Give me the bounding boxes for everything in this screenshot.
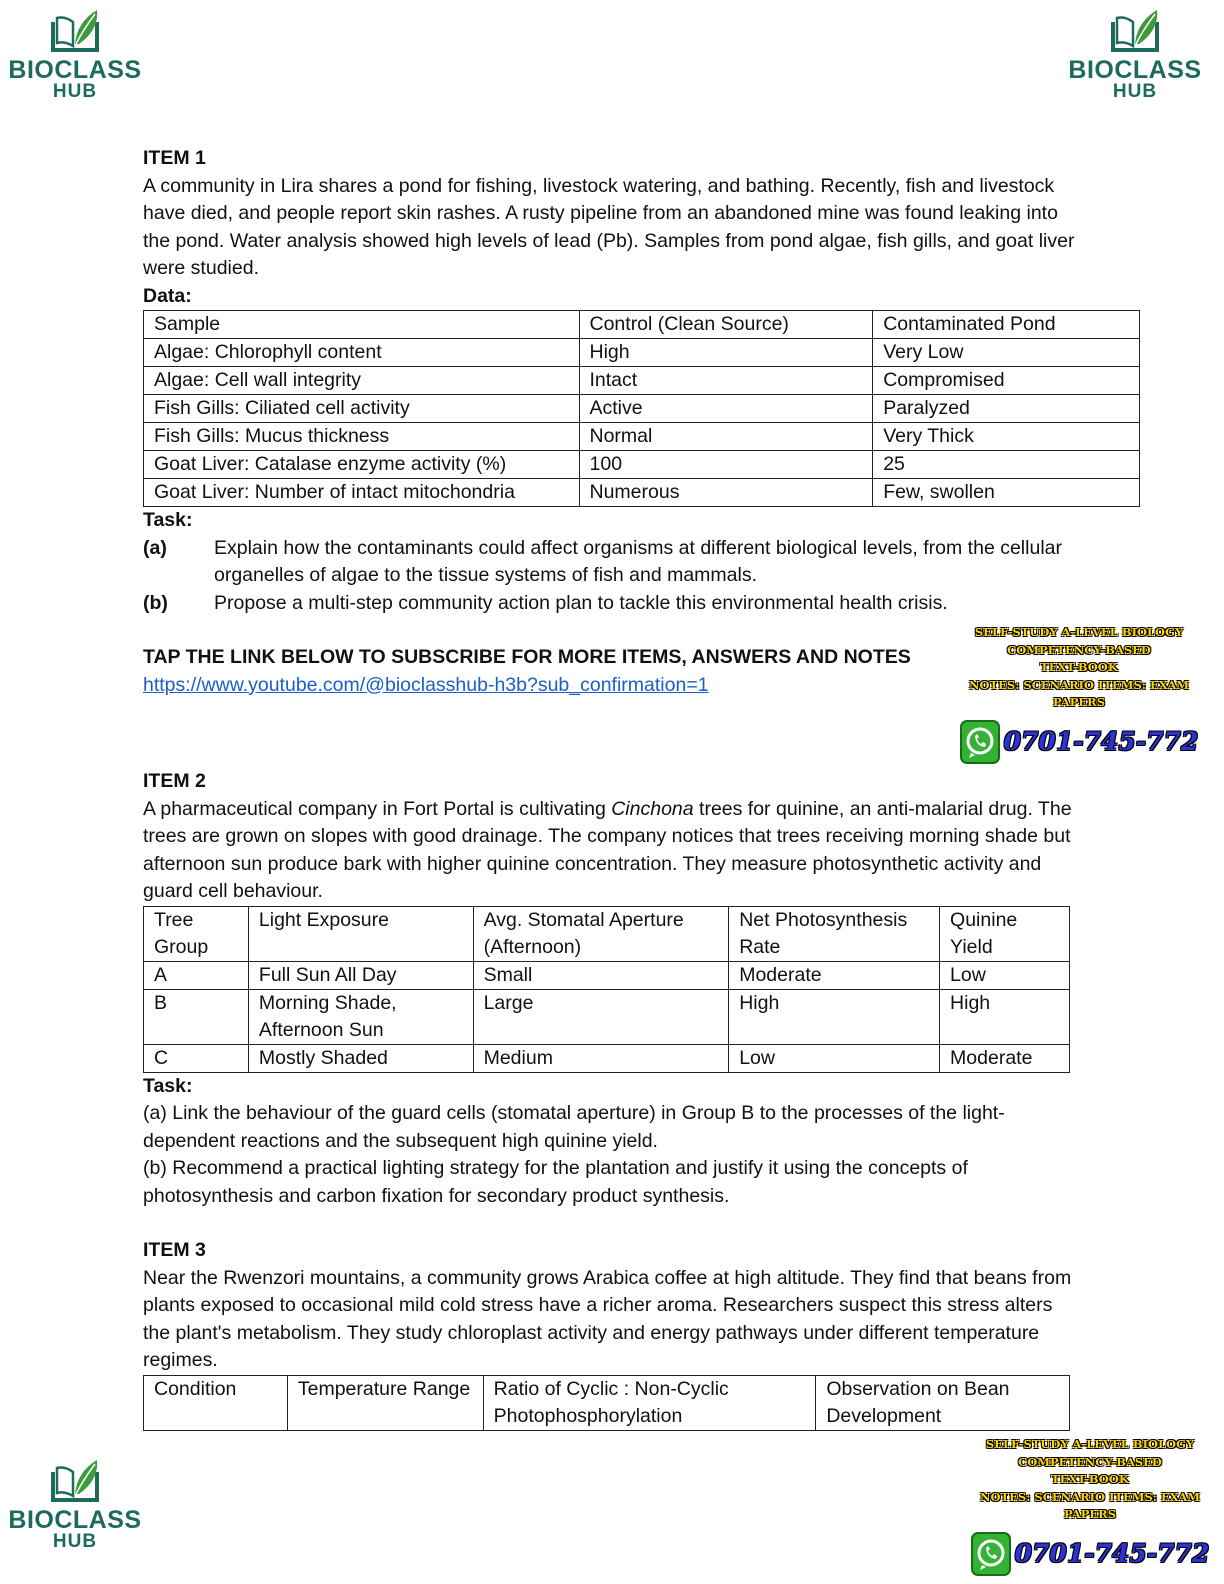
promo-line: NOTES: SCENARIO ITEMS: EXAM PAPERS xyxy=(980,1489,1200,1521)
item1-task-label: Task: xyxy=(143,509,193,531)
promo-phone-row xyxy=(954,720,1204,764)
item2-table xyxy=(143,906,1070,1073)
book-leaf-icon xyxy=(43,1458,107,1508)
table-cell: 25 xyxy=(873,451,1140,479)
table-cell: Small xyxy=(473,961,729,989)
table-cell: Normal xyxy=(579,423,873,451)
item1-table xyxy=(143,310,1140,507)
logo-bottom-left xyxy=(0,1458,150,1552)
task-b-label: (b) xyxy=(143,591,168,614)
table-cell: Fish Gills: Mucus thickness xyxy=(144,423,580,451)
table-cell: Net Photosynthesis Rate xyxy=(729,906,940,961)
table-cell: Algae: Chlorophyll content xyxy=(144,339,580,367)
table-row xyxy=(144,367,1140,395)
cinchona-italic: Cinchona xyxy=(611,797,694,820)
table-cell: Temperature Range xyxy=(287,1375,483,1430)
table-cell: Few, swollen xyxy=(873,479,1140,507)
table-cell: Morning Shade, Afternoon Sun xyxy=(248,989,473,1044)
table-header-row xyxy=(144,906,1070,961)
table-cell: Condition xyxy=(144,1375,288,1430)
promo-phone-number: 0701-745-772 xyxy=(1014,1539,1210,1568)
item2-title: ITEM 2 xyxy=(143,770,206,792)
table-row xyxy=(144,961,1070,989)
table-cell: Paralyzed xyxy=(873,395,1140,423)
youtube-subscribe-link[interactable]: https://www.youtube.com/@bioclasshub-h3b?sub_confirmation=1 xyxy=(143,673,709,696)
table-cell: Quinine Yield xyxy=(940,906,1070,961)
item2-intro: A pharmaceutical company in Fort Portal is cultivating Cinchona trees for quinine, an anti-malarial drug. The trees are grown on slopes with good drainage. The company notices that trees receiving morning shade but afternoon sun produce bark with higher quinine concentration. They measure photosynthetic activity and guard cell behaviour. xyxy=(143,797,1072,902)
subscribe-heading: TAP THE LINK BELOW TO SUBSCRIBE FOR MORE ITEMS, ANSWERS AND NOTES xyxy=(143,646,911,668)
table-cell: Goat Liver: Number of intact mitochondria xyxy=(144,479,580,507)
table-cell: B xyxy=(144,989,249,1044)
whatsapp-icon xyxy=(960,720,1000,764)
promo-line: COMPETENCY-BASED xyxy=(1007,642,1151,657)
logo-brand: BIOCLASS xyxy=(8,56,142,84)
book-leaf-icon xyxy=(1103,8,1167,58)
promo-phone-number: 0701-745-772 xyxy=(1003,727,1199,756)
table-cell: Low xyxy=(940,961,1070,989)
whatsapp-icon xyxy=(971,1532,1011,1576)
item1-title: ITEM 1 xyxy=(143,147,206,169)
promo-line: COMPETENCY-BASED xyxy=(1018,1454,1162,1469)
table-cell: 100 xyxy=(579,451,873,479)
table-cell: Intact xyxy=(579,367,873,395)
item3-table xyxy=(143,1375,1070,1431)
table-cell: Moderate xyxy=(940,1044,1070,1072)
task-b-text: Propose a multi-step community action plan to tackle this environmental health crisis. xyxy=(214,591,948,614)
table-cell: Light Exposure xyxy=(248,906,473,961)
table-row xyxy=(144,989,1070,1044)
table-cell: Tree Group xyxy=(144,906,249,961)
item3-intro: Near the Rwenzori mountains, a community grows Arabica coffee at high altitude. They find that beans from plants exposed to occasional mild cold stress have a richer aroma. Researchers suspect this stress alters the plant's metabolism. They study chloroplast activity and energy pathways under different temperature regimes. xyxy=(143,1266,1072,1371)
table-cell: Very Thick xyxy=(873,423,1140,451)
table-row xyxy=(144,1044,1070,1072)
promo-textbook-bottom xyxy=(965,1436,1215,1576)
table-row xyxy=(144,451,1140,479)
promo-textbook-top xyxy=(954,624,1204,764)
table-cell: Fish Gills: Ciliated cell activity xyxy=(144,395,580,423)
table-cell: Sample xyxy=(144,311,580,339)
table-cell: High xyxy=(940,989,1070,1044)
table-cell: Moderate xyxy=(729,961,940,989)
table-cell: Goat Liver: Catalase enzyme activity (%) xyxy=(144,451,580,479)
table-cell: Very Low xyxy=(873,339,1140,367)
logo-top-right xyxy=(1060,8,1210,102)
table-cell: High xyxy=(579,339,873,367)
table-cell: Full Sun All Day xyxy=(248,961,473,989)
item1-data-label: Data: xyxy=(143,284,192,307)
promo-phone-row xyxy=(965,1532,1215,1576)
table-cell: Active xyxy=(579,395,873,423)
promo-line: NOTES: SCENARIO ITEMS: EXAM PAPERS xyxy=(969,677,1189,709)
logo-sub: HUB xyxy=(1112,81,1158,102)
promo-line: SELF-STUDY A-LEVEL BIOLOGY xyxy=(985,1437,1195,1451)
item1-intro: A community in Lira shares a pond for fishing, livestock watering, and bathing. Recently, fish and livestock have died, and people report skin rashes. A rusty pipeline from an abandoned mine was found leaking into the pond. Water analysis showed high levels of lead (Pb). Samples from pond algae, fish gills, and goat liver were studied. xyxy=(143,174,1075,279)
logo-brand: BIOCLASS xyxy=(8,1506,142,1534)
task-a-label: (a) xyxy=(143,536,167,559)
book-leaf-icon xyxy=(43,8,107,58)
table-row xyxy=(144,339,1140,367)
item2-task-label: Task: xyxy=(143,1074,193,1097)
item1-task-a xyxy=(143,535,1083,590)
item2-task-a: (a) Link the behaviour of the guard cells (stomatal aperture) in Group B to the processes of the light-dependent reactions and the subsequent high quinine yield. xyxy=(143,1102,1005,1152)
document-body xyxy=(143,145,1083,1431)
table-cell: Ratio of Cyclic : Non-Cyclic Photophosphorylation xyxy=(483,1375,816,1430)
table-cell: Medium xyxy=(473,1044,729,1072)
promo-line: SELF-STUDY A-LEVEL BIOLOGY xyxy=(974,625,1184,639)
table-cell: Algae: Cell wall integrity xyxy=(144,367,580,395)
table-cell: Control (Clean Source) xyxy=(579,311,873,339)
item2-task-b: (b) Recommend a practical lighting strategy for the plantation and justify it using the concepts of photosynthesis and carbon fixation for secondary product synthesis. xyxy=(143,1157,968,1207)
table-cell: A xyxy=(144,961,249,989)
table-cell: C xyxy=(144,1044,249,1072)
promo-line: TEXT-BOOK xyxy=(1040,660,1118,674)
table-cell: Numerous xyxy=(579,479,873,507)
task-a-text: Explain how the contaminants could affect organisms at different biological levels, from the cellular organelles of algae to the tissue systems of fish and mammals. xyxy=(214,536,1062,586)
table-cell: Compromised xyxy=(873,367,1140,395)
table-row xyxy=(144,479,1140,507)
table-cell: Observation on Bean Development xyxy=(816,1375,1070,1430)
logo-sub: HUB xyxy=(52,1531,98,1552)
table-cell: High xyxy=(729,989,940,1044)
table-row xyxy=(144,423,1140,451)
logo-sub: HUB xyxy=(52,81,98,102)
item1-task-b xyxy=(143,590,1083,618)
logo-top-left xyxy=(0,8,150,102)
item3-title: ITEM 3 xyxy=(143,1239,206,1261)
table-cell: Mostly Shaded xyxy=(248,1044,473,1072)
table-cell: Large xyxy=(473,989,729,1044)
logo-brand: BIOCLASS xyxy=(1068,56,1202,84)
table-cell: Contaminated Pond xyxy=(873,311,1140,339)
table-cell: Low xyxy=(729,1044,940,1072)
table-row xyxy=(144,395,1140,423)
table-header-row xyxy=(144,311,1140,339)
promo-line: TEXT-BOOK xyxy=(1051,1472,1129,1486)
table-cell: Avg. Stomatal Aperture (Afternoon) xyxy=(473,906,729,961)
table-header-row xyxy=(144,1375,1070,1430)
